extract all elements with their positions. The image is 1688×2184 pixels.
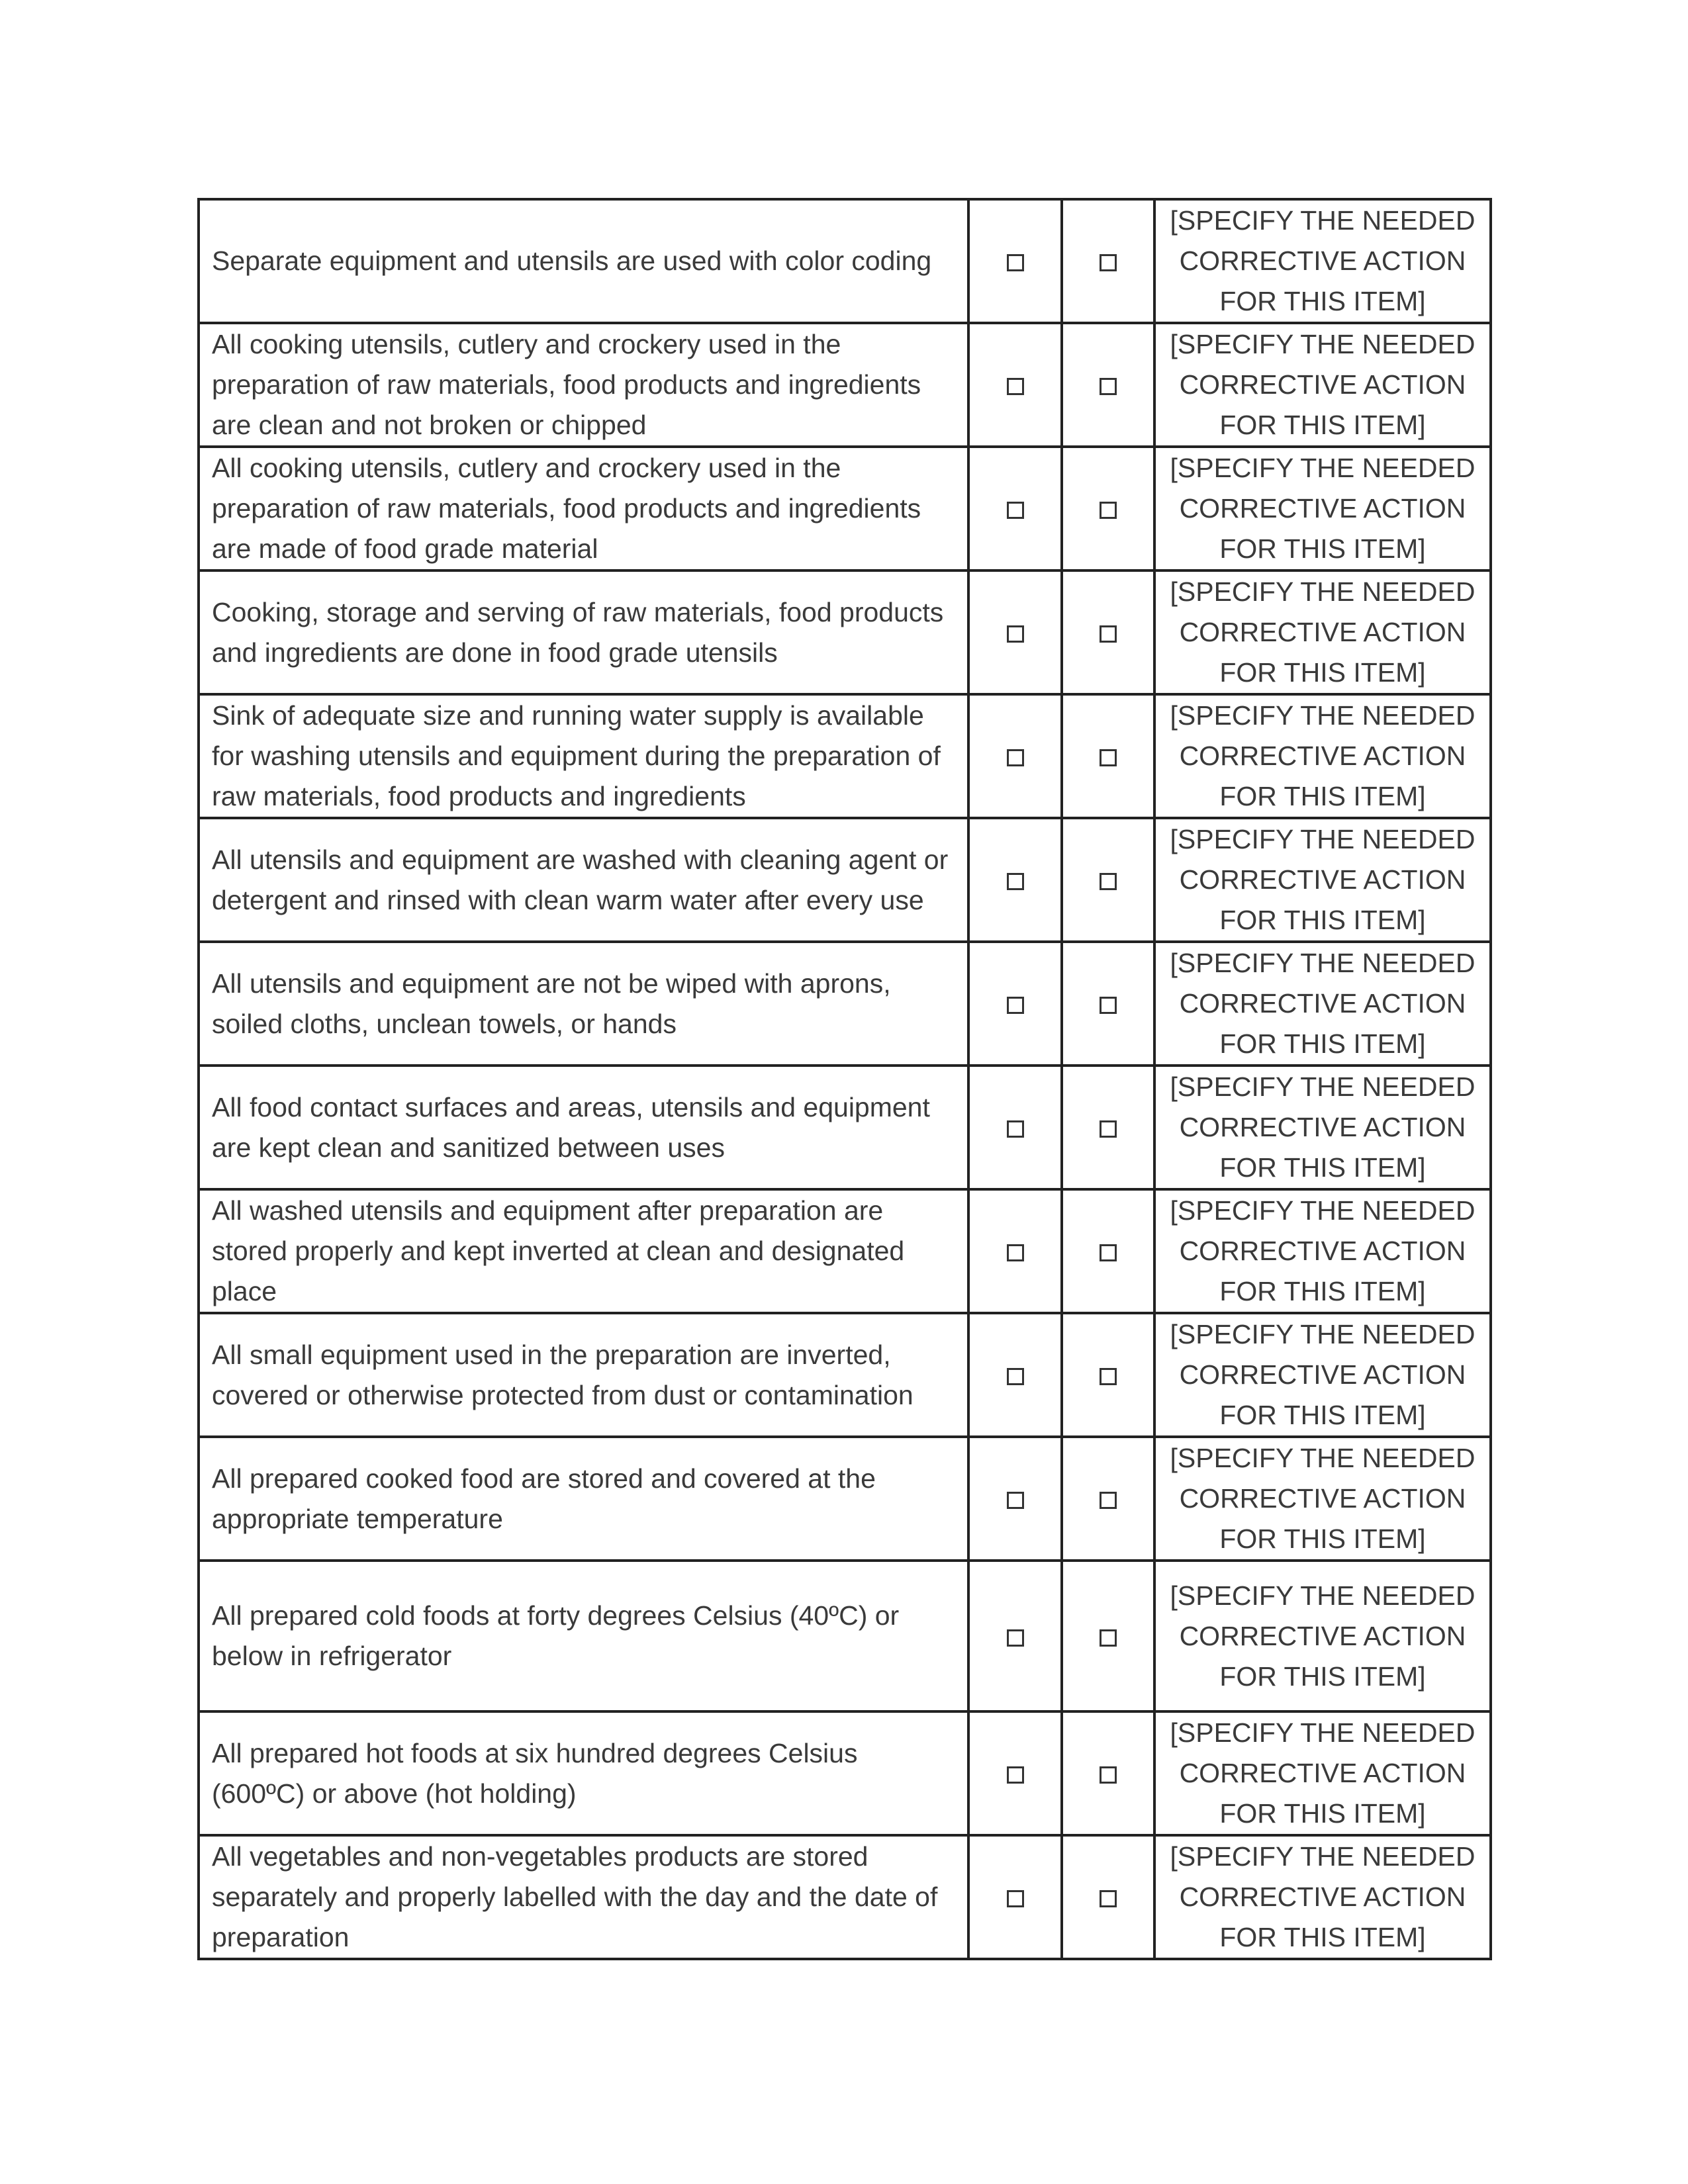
checklist-item-text: Separate equipment and utensils are used with color coding — [199, 199, 968, 323]
table-row — [199, 818, 1491, 942]
table-row — [199, 1711, 1491, 1835]
no-checkbox[interactable] — [1100, 1890, 1117, 1907]
checklist-item-text: All cooking utensils, cutlery and crockery used in the preparation of raw materials, food products and ingredients are clean and not broken or chipped — [199, 323, 968, 447]
no-checkbox[interactable] — [1100, 625, 1117, 643]
checklist-item-text: All prepared cooked food are stored and covered at the appropriate temperature — [199, 1437, 968, 1561]
no-checkbox[interactable] — [1100, 749, 1117, 766]
no-checkbox[interactable] — [1100, 1629, 1117, 1647]
yes-checkbox[interactable] — [1007, 378, 1024, 395]
corrective-action-field[interactable]: [SPECIFY THE NEEDED CORRECTIVE ACTION FOR THIS ITEM] — [1154, 1066, 1491, 1189]
checklist-item-text: All utensils and equipment are not be wiped with aprons, soiled cloths, unclean towels, or hands — [199, 942, 968, 1066]
yes-checkbox[interactable] — [1007, 502, 1024, 519]
corrective-action-field[interactable]: [SPECIFY THE NEEDED CORRECTIVE ACTION FOR THIS ITEM] — [1154, 199, 1491, 323]
yes-checkbox[interactable] — [1007, 749, 1024, 766]
checklist-item-text: Sink of adequate size and running water supply is available for washing utensils and equipment during the preparation of raw materials, food products and ingredients — [199, 694, 968, 818]
corrective-action-field[interactable]: [SPECIFY THE NEEDED CORRECTIVE ACTION FOR THIS ITEM] — [1154, 1835, 1491, 1959]
corrective-action-field[interactable]: [SPECIFY THE NEEDED CORRECTIVE ACTION FOR THIS ITEM] — [1154, 694, 1491, 818]
yes-checkbox[interactable] — [1007, 625, 1024, 643]
corrective-action-field[interactable]: [SPECIFY THE NEEDED CORRECTIVE ACTION FOR THIS ITEM] — [1154, 942, 1491, 1066]
yes-checkbox[interactable] — [1007, 1629, 1024, 1647]
checklist-item-text: All small equipment used in the preparation are inverted, covered or otherwise protected from dust or contamination — [199, 1313, 968, 1437]
checklist-item-text: All vegetables and non-vegetables products are stored separately and properly labelled with the day and the date of preparation — [199, 1835, 968, 1959]
yes-checkbox[interactable] — [1007, 873, 1024, 890]
table-row — [199, 1313, 1491, 1437]
table-row — [199, 447, 1491, 570]
corrective-action-field[interactable]: [SPECIFY THE NEEDED CORRECTIVE ACTION FOR THIS ITEM] — [1154, 1189, 1491, 1313]
checklist-item-text: All utensils and equipment are washed with cleaning agent or detergent and rinsed with clean warm water after every use — [199, 818, 968, 942]
corrective-action-field[interactable]: [SPECIFY THE NEEDED CORRECTIVE ACTION FOR THIS ITEM] — [1154, 1711, 1491, 1835]
table-row — [199, 942, 1491, 1066]
table-row — [199, 570, 1491, 694]
yes-checkbox[interactable] — [1007, 1368, 1024, 1385]
no-checkbox[interactable] — [1100, 378, 1117, 395]
no-checkbox[interactable] — [1100, 254, 1117, 271]
table-row — [199, 1189, 1491, 1313]
checklist-item-text: Cooking, storage and serving of raw materials, food products and ingredients are done in food grade utensils — [199, 570, 968, 694]
yes-checkbox[interactable] — [1007, 1244, 1024, 1261]
no-checkbox[interactable] — [1100, 1120, 1117, 1138]
yes-checkbox[interactable] — [1007, 1890, 1024, 1907]
no-checkbox[interactable] — [1100, 1766, 1117, 1784]
no-checkbox[interactable] — [1100, 873, 1117, 890]
checklist-item-text: All washed utensils and equipment after preparation are stored properly and kept inverted at clean and designated place — [199, 1189, 968, 1313]
checklist-table — [197, 198, 1492, 1960]
corrective-action-field[interactable]: [SPECIFY THE NEEDED CORRECTIVE ACTION FOR THIS ITEM] — [1154, 570, 1491, 694]
no-checkbox[interactable] — [1100, 1492, 1117, 1509]
corrective-action-field[interactable]: [SPECIFY THE NEEDED CORRECTIVE ACTION FOR THIS ITEM] — [1154, 818, 1491, 942]
corrective-action-field[interactable]: [SPECIFY THE NEEDED CORRECTIVE ACTION FOR THIS ITEM] — [1154, 323, 1491, 447]
checklist-item-text: All cooking utensils, cutlery and crockery used in the preparation of raw materials, food products and ingredients are made of food grade material — [199, 447, 968, 570]
no-checkbox[interactable] — [1100, 997, 1117, 1014]
checklist-item-text: All food contact surfaces and areas, utensils and equipment are kept clean and sanitized between uses — [199, 1066, 968, 1189]
yes-checkbox[interactable] — [1007, 1120, 1024, 1138]
table-row — [199, 1066, 1491, 1189]
table-row — [199, 1437, 1491, 1561]
table-row — [199, 199, 1491, 323]
table-row — [199, 694, 1491, 818]
yes-checkbox[interactable] — [1007, 254, 1024, 271]
yes-checkbox[interactable] — [1007, 997, 1024, 1014]
table-row — [199, 323, 1491, 447]
yes-checkbox[interactable] — [1007, 1492, 1024, 1509]
no-checkbox[interactable] — [1100, 502, 1117, 519]
corrective-action-field[interactable]: [SPECIFY THE NEEDED CORRECTIVE ACTION FOR THIS ITEM] — [1154, 1561, 1491, 1711]
corrective-action-field[interactable]: [SPECIFY THE NEEDED CORRECTIVE ACTION FOR THIS ITEM] — [1154, 1437, 1491, 1561]
table-row — [199, 1835, 1491, 1959]
yes-checkbox[interactable] — [1007, 1766, 1024, 1784]
table-row — [199, 1561, 1491, 1711]
no-checkbox[interactable] — [1100, 1368, 1117, 1385]
corrective-action-field[interactable]: [SPECIFY THE NEEDED CORRECTIVE ACTION FOR THIS ITEM] — [1154, 447, 1491, 570]
checklist-item-text: All prepared hot foods at six hundred degrees Celsius (600ºC) or above (hot holding) — [199, 1711, 968, 1835]
no-checkbox[interactable] — [1100, 1244, 1117, 1261]
corrective-action-field[interactable]: [SPECIFY THE NEEDED CORRECTIVE ACTION FOR THIS ITEM] — [1154, 1313, 1491, 1437]
checklist-item-text: All prepared cold foods at forty degrees Celsius (40ºC) or below in refrigerator — [199, 1561, 968, 1711]
